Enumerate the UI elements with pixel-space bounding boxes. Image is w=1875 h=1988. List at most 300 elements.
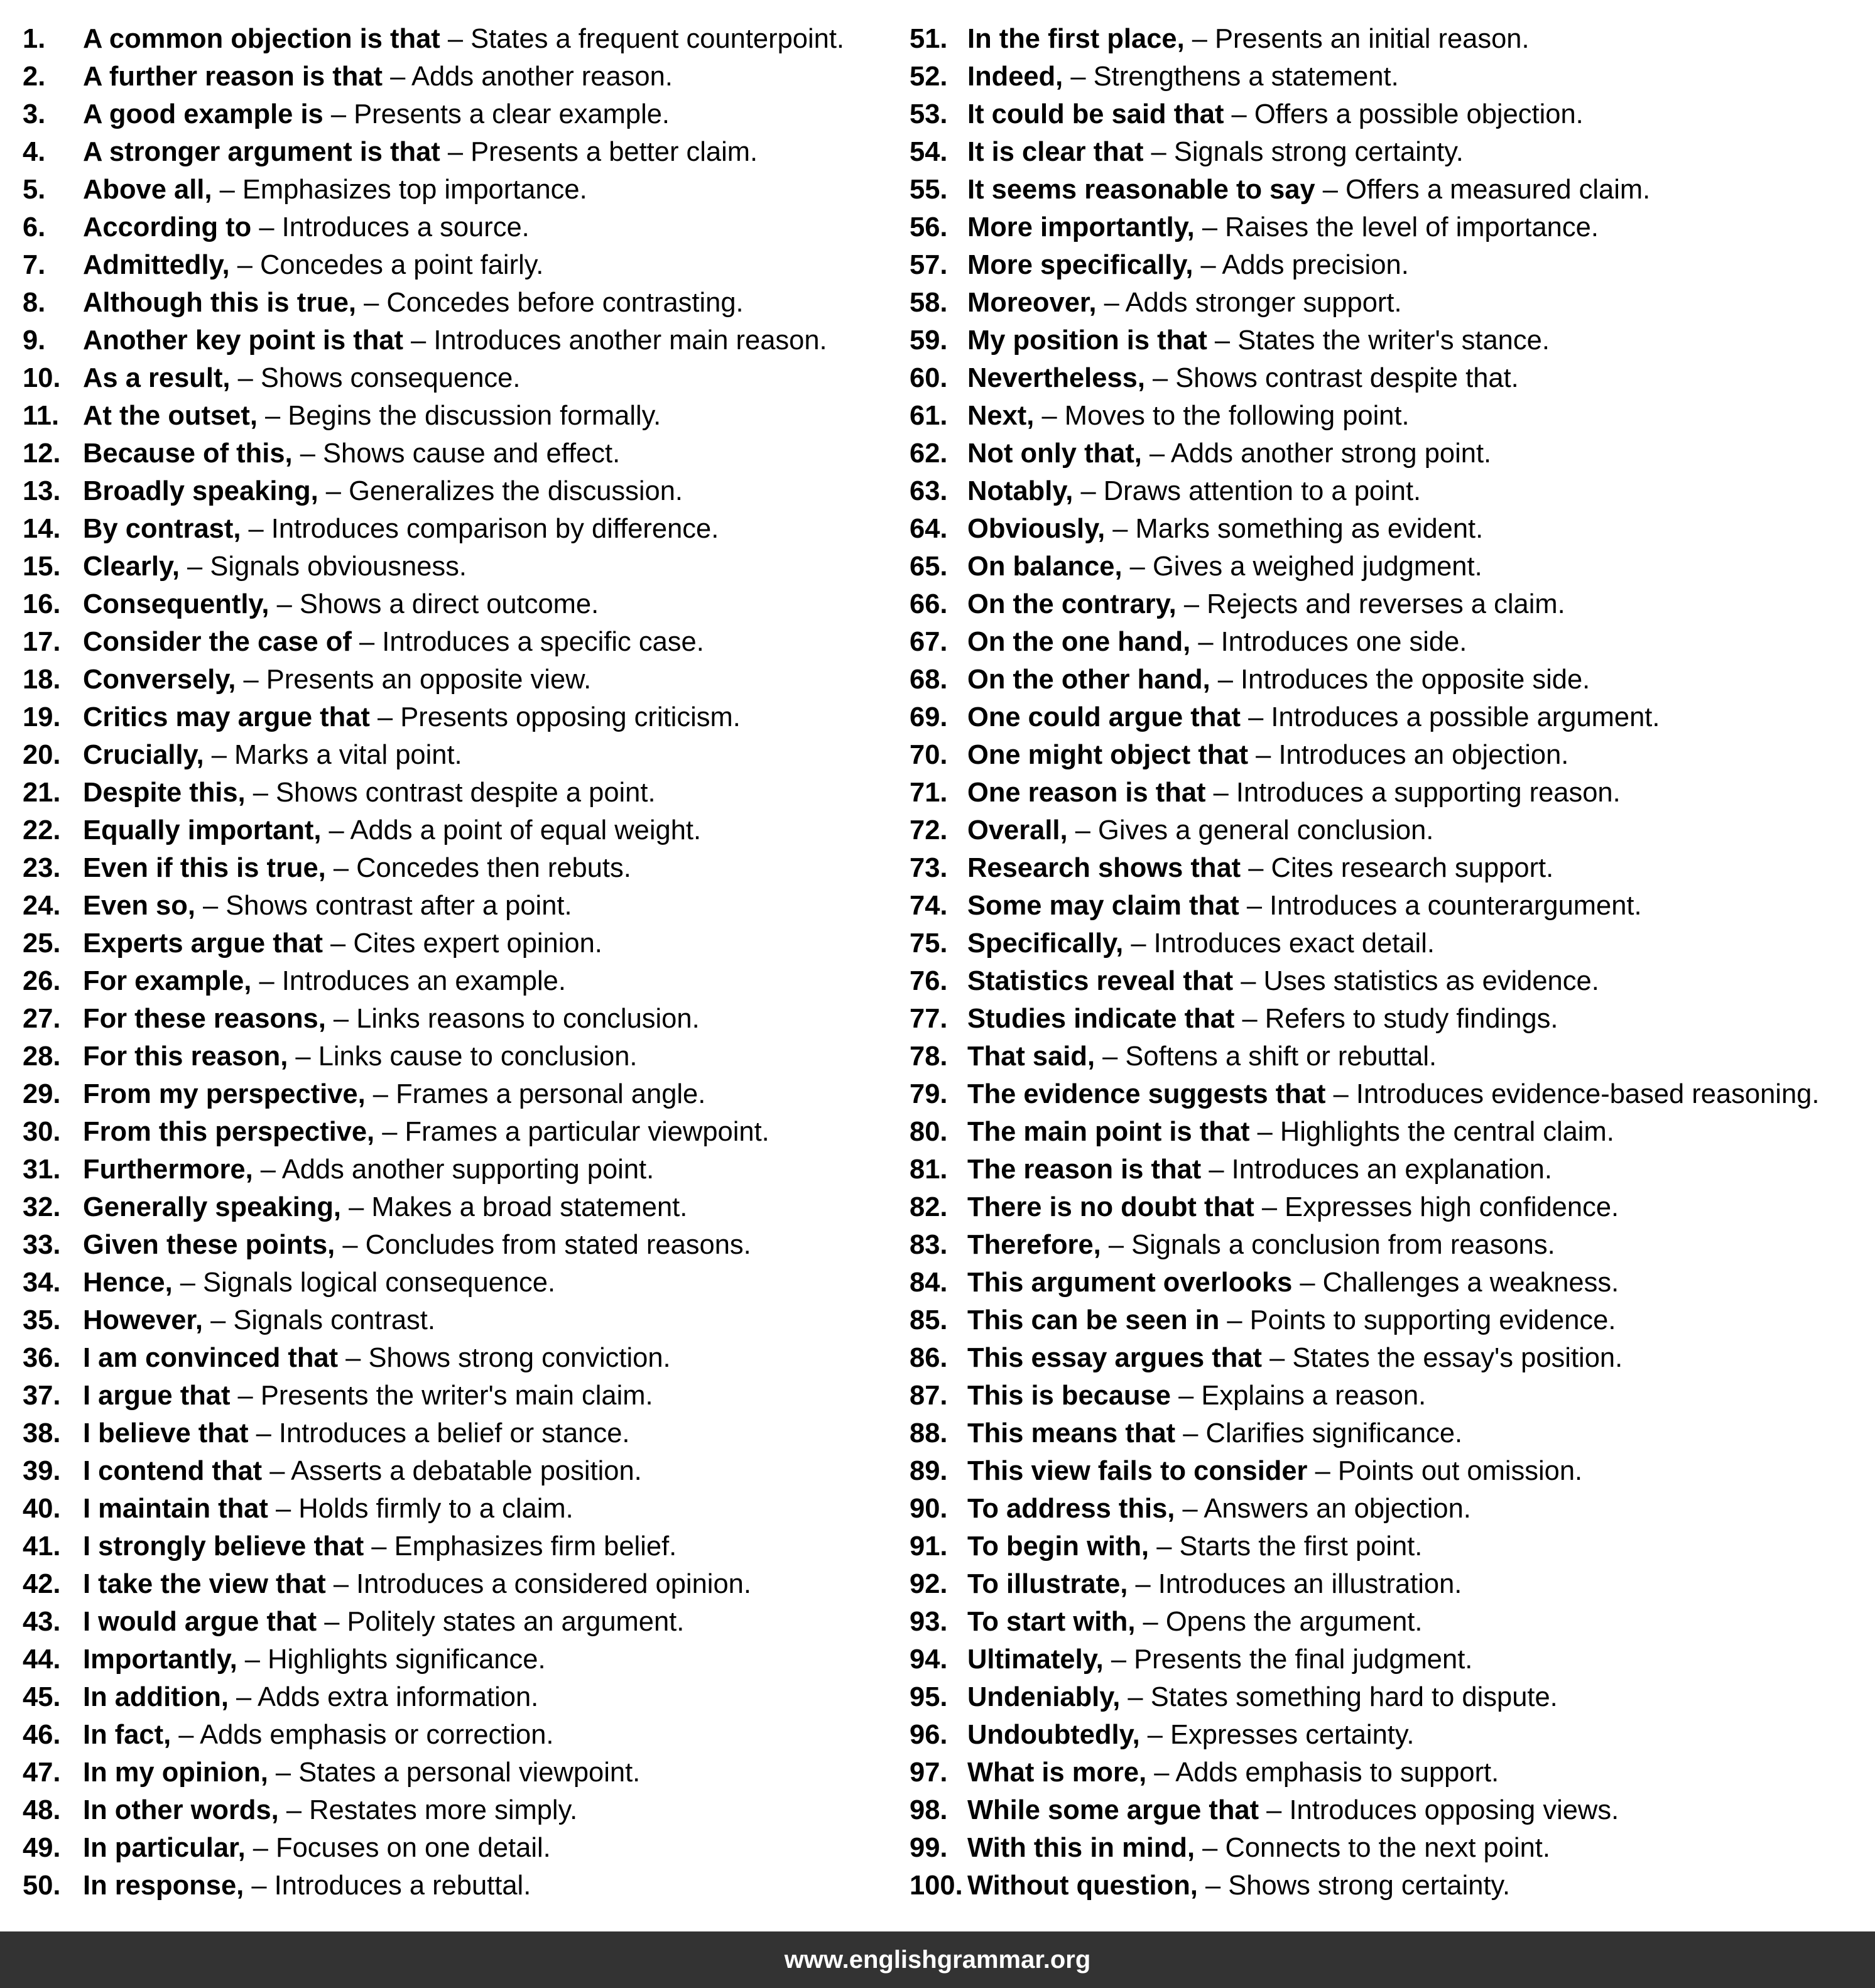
item-phrase: Clearly, [83,551,180,582]
phrase-item [910,1828,1864,1866]
item-separator: – [440,24,471,54]
item-separator: – [382,62,411,92]
item-phrase: Ultimately, [967,1644,1104,1675]
item-number: 92. [910,1569,948,1599]
item-phrase: Obviously, [967,514,1106,544]
item-number: 69. [910,702,948,732]
item-separator: – [1219,1305,1250,1335]
item-number: 6. [23,212,46,242]
item-separator: – [1201,1154,1232,1185]
item-separator: – [323,99,354,129]
item-separator: – [237,1644,268,1675]
item-number: 84. [910,1268,948,1298]
item-description: Concedes a point fairly. [260,250,544,280]
item-phrase: I maintain that [83,1494,268,1524]
phrase-item [23,697,889,735]
item-number: 51. [910,24,948,54]
item-number: 77. [910,1004,948,1034]
item-description: Links reasons to conclusion. [356,1004,700,1034]
item-number: 36. [23,1343,61,1373]
phrase-item [23,358,889,396]
item-phrase: In my opinion, [83,1757,268,1788]
item-description: Shows contrast despite a point. [276,778,656,808]
item-phrase: This is because [967,1381,1171,1411]
item-separator: – [365,1079,396,1109]
item-number: 63. [910,476,948,506]
item-description: Frames a particular viewpoint. [405,1117,769,1147]
item-description: Shows a direct outcome. [299,589,599,619]
phrase-item [23,660,889,697]
item-number: 44. [23,1644,61,1675]
item-number: 88. [910,1418,948,1448]
item-phrase: A good example is [83,99,323,129]
item-phrase: Without question, [967,1871,1198,1901]
item-number: 17. [23,627,61,657]
item-phrase: However, [83,1305,204,1335]
item-phrase: For example, [83,966,252,996]
phrase-item [910,433,1864,471]
item-separator: – [1325,1079,1356,1109]
phrase-item [23,207,889,245]
item-phrase: Not only that, [967,438,1142,469]
phrase-item [910,57,1864,94]
phrase-item [23,1451,889,1489]
item-phrase: It could be said that [967,99,1224,129]
item-number: 25. [23,928,61,959]
phrase-item [910,622,1864,660]
item-number: 14. [23,514,61,544]
item-number: 87. [910,1381,948,1411]
item-description: Signals obviousness. [210,551,467,582]
item-separator: – [1194,212,1226,242]
item-phrase: One could argue that [967,702,1241,732]
item-description: Offers a possible objection. [1254,99,1584,129]
item-description: Answers an objection. [1204,1494,1471,1524]
item-phrase: Furthermore, [83,1154,253,1185]
phrase-item [23,132,889,170]
item-description: Concedes then rebuts. [356,853,631,883]
item-description: Presents the writer's main claim. [260,1381,653,1411]
item-description: Introduces a considered opinion. [356,1569,751,1599]
item-number: 41. [23,1531,61,1562]
item-phrase: Notably, [967,476,1073,506]
item-description: Introduces another main reason. [433,325,827,356]
item-phrase: From my perspective, [83,1079,366,1109]
item-number: 15. [23,551,61,582]
item-separator: – [251,212,282,242]
item-phrase: At the outset, [83,401,258,431]
item-separator: – [1239,891,1270,921]
item-number: 68. [910,665,948,695]
item-separator: – [1146,1757,1176,1788]
phrase-item [910,396,1864,433]
item-separator: – [1210,665,1241,695]
item-phrase: I strongly believe that [83,1531,364,1562]
item-number: 2. [23,62,46,92]
item-number: 11. [23,401,60,431]
item-phrase: On balance, [967,551,1122,582]
item-separator: – [1123,928,1154,959]
phrase-item [23,1074,889,1112]
item-phrase: I argue that [83,1381,231,1411]
item-description: Presents a better claim. [470,137,758,167]
item-number: 20. [23,740,61,770]
item-separator: – [1144,363,1176,393]
phrase-item [910,471,1864,509]
phrase-item [910,1526,1864,1564]
item-separator: – [248,1418,279,1448]
item-description: Introduces an explanation. [1231,1154,1552,1185]
item-separator: – [1262,1343,1293,1373]
item-separator: – [172,1268,204,1298]
item-number: 80. [910,1117,948,1147]
item-number: 10. [23,363,61,393]
item-phrase: This means that [967,1418,1176,1448]
item-description: Presents the final judgment. [1134,1644,1473,1675]
phrase-item [910,94,1864,132]
phrase-item [23,396,889,433]
item-phrase: More specifically, [967,250,1193,280]
phrase-list-right [910,19,1864,1903]
item-phrase: It seems reasonable to say [967,175,1315,205]
item-phrase: Moreover, [967,288,1097,318]
phrase-item [910,19,1864,57]
phrase-item [23,773,889,810]
phrase-item [910,245,1864,283]
phrase-item [23,1413,889,1451]
item-number: 35. [23,1305,61,1335]
item-phrase: In fact, [83,1720,171,1750]
item-number: 79. [910,1079,948,1109]
item-number: 60. [910,363,948,393]
item-description: Generalizes the discussion. [349,476,683,506]
item-number: 73. [910,853,948,883]
item-phrase: This view fails to consider [967,1456,1308,1486]
item-description: Adds stronger support. [1125,288,1402,318]
item-number: 56. [910,212,948,242]
item-separator: – [1195,1833,1226,1863]
item-description: Refers to study findings. [1264,1004,1558,1034]
item-number: 97. [910,1757,948,1788]
item-description: Introduces a possible argument. [1271,702,1660,732]
item-description: Introduces one side. [1220,627,1467,657]
item-description: Introduces a counterargument. [1269,891,1642,921]
item-separator: – [1184,24,1215,54]
item-separator: – [251,966,282,996]
item-number: 33. [23,1230,61,1260]
item-phrase: With this in mind, [967,1833,1195,1863]
item-separator: – [1149,1531,1180,1562]
item-phrase: Undoubtedly, [967,1720,1140,1750]
item-description: Signals contrast. [233,1305,435,1335]
item-number: 83. [910,1230,948,1260]
item-phrase: Indeed, [967,62,1063,92]
item-separator: – [268,1494,299,1524]
phrase-item [910,1112,1864,1149]
item-separator: – [1067,815,1098,845]
phrase-item [910,1564,1864,1602]
item-separator: – [1120,1682,1151,1712]
phrase-item [910,1866,1864,1903]
item-separator: – [1141,438,1171,469]
item-phrase: Therefore, [967,1230,1101,1260]
item-description: Softens a shift or rebuttal. [1125,1041,1437,1072]
phrase-item [910,358,1864,396]
item-separator: – [1259,1795,1290,1825]
item-separator: – [1139,1720,1171,1750]
item-number: 91. [910,1531,948,1562]
item-separator: – [317,1607,347,1637]
item-phrase: A stronger argument is that [83,137,440,167]
item-separator: – [1143,137,1174,167]
phrase-item [23,1149,889,1187]
item-number: 53. [910,99,948,129]
item-description: Introduces a source. [281,212,530,242]
item-description: Links cause to conclusion. [318,1041,638,1072]
item-description: Presents opposing criticism. [400,702,741,732]
item-phrase: This can be seen in [967,1305,1220,1335]
item-description: Introduces an objection. [1278,740,1569,770]
phrase-item [910,1338,1864,1376]
phrase-item [23,1187,889,1225]
item-separator: – [236,665,266,695]
item-separator: – [269,589,300,619]
item-description: States a frequent counterpoint. [470,24,845,54]
item-description: Introduces evidence-based reasoning. [1356,1079,1820,1109]
phrase-item [23,509,889,546]
item-separator: – [1105,514,1136,544]
item-phrase: For this reason, [83,1041,288,1072]
item-number: 86. [910,1343,948,1373]
item-number: 82. [910,1192,948,1222]
phrase-item [23,433,889,471]
item-separator: – [1249,1117,1280,1147]
item-number: 62. [910,438,948,469]
item-separator: – [1135,1607,1166,1637]
item-number: 19. [23,702,61,732]
item-phrase: While some argue that [967,1795,1259,1825]
item-phrase: To address this, [967,1494,1175,1524]
item-phrase: Importantly, [83,1644,237,1675]
item-number: 3. [23,99,46,129]
phrase-item [23,961,889,999]
item-number: 66. [910,589,948,619]
item-number: 94. [910,1644,948,1675]
phrase-item [23,1036,889,1074]
item-phrase: On the other hand, [967,665,1210,695]
phrase-item [23,584,889,622]
item-number: 71. [910,778,948,808]
item-phrase: In particular, [83,1833,246,1863]
item-number: 98. [910,1795,948,1825]
item-description: Introduces comparison by difference. [271,514,719,544]
item-number: 50. [23,1871,61,1901]
item-phrase: In response, [83,1871,244,1901]
item-description: Holds firmly to a claim. [298,1494,573,1524]
item-separator: – [241,514,271,544]
item-number: 46. [23,1720,61,1750]
item-phrase: In the first place, [967,24,1185,54]
item-separator: – [1122,551,1153,582]
item-description: States the writer's stance. [1237,325,1550,356]
phrase-item [23,1639,889,1677]
item-description: Offers a measured claim. [1345,175,1651,205]
item-description: Adds another reason. [411,62,673,92]
item-separator: – [230,1381,261,1411]
item-phrase: Experts argue that [83,928,323,959]
phrase-item [23,1112,889,1149]
item-number: 37. [23,1381,61,1411]
phrase-item [910,1376,1864,1413]
phrase-item [910,810,1864,848]
item-separator: – [322,928,354,959]
phrase-item [910,1263,1864,1300]
item-number: 32. [23,1192,61,1222]
item-number: 75. [910,928,948,959]
item-description: Introduces exact detail. [1153,928,1435,959]
item-number: 38. [23,1418,61,1448]
phrase-item [910,1602,1864,1639]
item-phrase: What is more, [967,1757,1147,1788]
item-phrase: The evidence suggests that [967,1079,1326,1109]
phrase-item [910,584,1864,622]
item-phrase: A further reason is that [83,62,383,92]
phrase-item [23,94,889,132]
item-separator: – [1234,1004,1265,1034]
item-description: Focuses on one detail. [276,1833,551,1863]
item-description: Rejects and reverses a claim. [1207,589,1565,619]
item-number: 54. [910,137,948,167]
item-number: 64. [910,514,948,544]
item-description: Shows cause and effect. [322,438,621,469]
item-number: 16. [23,589,61,619]
item-phrase: Undeniably, [967,1682,1121,1712]
item-phrase: Consider the case of [83,627,352,657]
item-number: 9. [23,325,46,356]
item-phrase: From this perspective, [83,1117,375,1147]
item-number: 1. [23,24,46,54]
item-number: 34. [23,1268,61,1298]
item-separator: – [288,1041,318,1072]
item-phrase: Conversely, [83,665,236,695]
item-description: Shows consequence. [260,363,521,393]
item-number: 22. [23,815,61,845]
phrase-item [23,1263,889,1300]
item-separator: – [356,288,387,318]
item-phrase: To start with, [967,1607,1136,1637]
phrase-item [910,961,1864,999]
item-separator: – [440,137,471,167]
phrase-item [910,1413,1864,1451]
item-phrase: The main point is that [967,1117,1250,1147]
item-separator: – [1315,175,1346,205]
item-separator: – [1205,778,1236,808]
phrase-item [23,1376,889,1413]
item-phrase: This argument overlooks [967,1268,1293,1298]
item-description: States a personal viewpoint. [298,1757,641,1788]
item-number: 47. [23,1757,61,1788]
phrase-item [23,735,889,773]
item-separator: – [1190,627,1221,657]
phrase-item [23,1225,889,1263]
item-separator: – [369,702,401,732]
item-number: 4. [23,137,46,167]
item-phrase: To begin with, [967,1531,1149,1562]
phrase-item [910,1225,1864,1263]
item-phrase: There is no doubt that [967,1192,1254,1222]
phrase-item [910,132,1864,170]
item-phrase: Critics may argue that [83,702,370,732]
item-number: 57. [910,250,948,280]
item-number: 81. [910,1154,948,1185]
phrase-item [23,1715,889,1752]
phrase-item [910,1036,1864,1074]
item-separator: – [1128,1569,1158,1599]
phrase-item [910,1451,1864,1489]
item-number: 96. [910,1720,948,1750]
item-separator: – [364,1531,394,1562]
item-separator: – [203,1305,234,1335]
item-separator: – [1248,740,1279,770]
item-number: 23. [23,853,61,883]
phrase-item [23,848,889,886]
item-phrase: I believe that [83,1418,249,1448]
phrase-item [23,320,889,358]
item-separator: – [1073,476,1104,506]
item-phrase: Studies indicate that [967,1004,1235,1034]
item-number: 21. [23,778,61,808]
phrase-item [23,1338,889,1376]
item-number: 90. [910,1494,948,1524]
item-number: 31. [23,1154,61,1185]
item-separator: – [229,250,260,280]
item-phrase: Admittedly, [83,250,230,280]
item-separator: – [262,1456,291,1486]
item-description: Adds emphasis to support. [1175,1757,1499,1788]
item-description: Uses statistics as evidence. [1263,966,1599,996]
footer-banner [0,1931,1875,1988]
item-phrase: Hence, [83,1268,173,1298]
item-phrase: Overall, [967,815,1068,845]
phrase-item [23,1752,889,1790]
item-phrase: Broadly speaking, [83,476,318,506]
item-separator: – [292,438,323,469]
item-description: Presents a clear example. [354,99,670,129]
item-description: Clarifies significance. [1205,1418,1463,1448]
item-number: 76. [910,966,948,996]
item-description: Adds another supporting point. [281,1154,655,1185]
phrase-item [910,283,1864,320]
item-description: Adds precision. [1222,250,1409,280]
item-description: States something hard to dispute. [1150,1682,1558,1712]
item-number: 85. [910,1305,948,1335]
item-description: Begins the discussion formally. [288,401,661,431]
item-number: 43. [23,1607,61,1637]
phrase-item [910,1149,1864,1187]
item-phrase: That said, [967,1041,1095,1072]
item-number: 42. [23,1569,61,1599]
item-description: Highlights the central claim. [1280,1117,1614,1147]
item-description: Starts the first point. [1179,1531,1423,1562]
item-phrase: By contrast, [83,514,241,544]
item-separator: – [1254,1192,1285,1222]
phrase-item [910,1752,1864,1790]
item-description: Introduces opposing views. [1289,1795,1619,1825]
item-number: 59. [910,325,948,356]
item-description: Frames a personal angle. [396,1079,706,1109]
phrase-item [23,57,889,94]
item-number: 70. [910,740,948,770]
